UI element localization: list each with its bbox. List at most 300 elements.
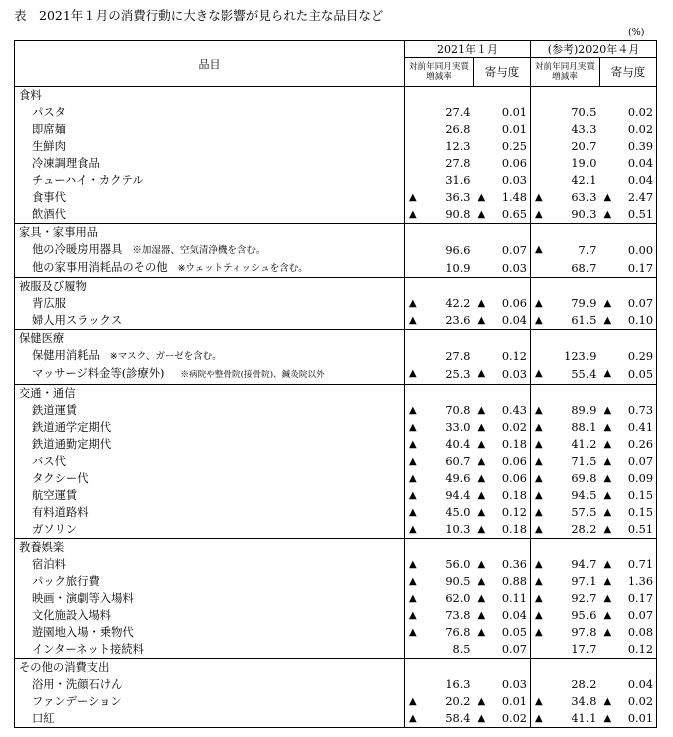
value-cell <box>405 312 474 330</box>
item-label: マッサージ料金等(診療外) <box>32 367 165 380</box>
empty-cell <box>474 278 531 296</box>
negative-triangle-icon: ▲ <box>409 315 417 326</box>
item-label: 浴用・洗顔石けん <box>32 678 123 691</box>
value-text: 88.1 <box>571 421 597 434</box>
empty-cell <box>474 330 531 348</box>
negative-triangle-icon: ▲ <box>535 490 543 501</box>
item-cell <box>15 436 405 453</box>
value-cell <box>474 693 531 710</box>
value-text: 0.07 <box>501 643 527 656</box>
category-cell <box>15 385 405 403</box>
value-text: 0.39 <box>627 140 654 153</box>
value-text: 57.5 <box>571 506 597 519</box>
negative-triangle-icon: ▲ <box>535 610 543 621</box>
empty-cell <box>600 539 657 557</box>
value-cell <box>531 189 600 206</box>
document-title: 表 2021年１月の消費行動に大きな影響が見られた主な品目など <box>14 8 384 23</box>
value-cell <box>474 419 531 436</box>
value-text: 92.7 <box>571 592 597 605</box>
item-label: 遊園地入場・乗物代 <box>32 626 134 639</box>
value-text: 55.4 <box>571 368 597 381</box>
value-cell <box>405 590 474 607</box>
negative-triangle-icon: ▲ <box>535 298 543 309</box>
table-row <box>15 470 657 487</box>
category-cell <box>15 224 405 242</box>
item-cell <box>15 573 405 590</box>
value-text: 69.8 <box>571 472 597 485</box>
value-text: 49.6 <box>445 472 471 485</box>
value-text: 0.11 <box>501 592 527 605</box>
negative-triangle-icon: ▲ <box>535 713 543 724</box>
negative-triangle-icon: ▲ <box>409 209 417 220</box>
value-cell <box>405 241 474 259</box>
value-text: 94.4 <box>445 489 471 502</box>
value-cell <box>600 521 657 539</box>
value-cell <box>531 676 600 693</box>
value-cell <box>600 710 657 728</box>
value-text: 0.18 <box>501 489 527 502</box>
item-cell <box>15 693 405 710</box>
value-cell <box>405 172 474 189</box>
negative-triangle-icon: ▲ <box>535 576 543 587</box>
category-row <box>15 539 657 557</box>
negative-triangle-icon: ▲ <box>477 507 486 518</box>
category-label: 交通・通信 <box>19 387 76 400</box>
category-row <box>15 87 657 105</box>
value-text: 12.3 <box>445 140 471 153</box>
header-period-2020-04: (参考)2020年４月 <box>531 41 657 58</box>
empty-cell <box>531 385 600 403</box>
empty-cell <box>405 278 474 296</box>
item-cell <box>15 172 405 189</box>
category-cell <box>15 278 405 296</box>
value-text: 0.18 <box>501 523 527 536</box>
value-text: 0.05 <box>501 626 527 639</box>
negative-triangle-icon: ▲ <box>535 593 543 604</box>
value-text: 0.10 <box>627 314 654 327</box>
value-text: 71.5 <box>571 455 597 468</box>
value-text: 43.3 <box>571 123 597 136</box>
negative-triangle-icon: ▲ <box>477 439 486 450</box>
value-text: 25.3 <box>445 368 471 381</box>
value-cell <box>600 312 657 330</box>
value-cell <box>531 402 600 419</box>
negative-triangle-icon: ▲ <box>477 298 486 309</box>
value-cell <box>600 693 657 710</box>
item-label: 背広服 <box>32 297 66 310</box>
value-cell <box>531 206 600 224</box>
value-cell <box>474 295 531 312</box>
value-text: 28.2 <box>571 523 597 536</box>
value-text: 89.9 <box>571 404 597 417</box>
value-cell <box>600 121 657 138</box>
value-text: 0.06 <box>501 472 527 485</box>
value-text: 0.15 <box>627 489 654 502</box>
value-cell <box>405 138 474 155</box>
category-label: 保健医療 <box>19 332 65 345</box>
item-cell <box>15 641 405 659</box>
value-text: 34.8 <box>571 695 597 708</box>
item-cell <box>15 556 405 573</box>
value-cell <box>531 521 600 539</box>
value-cell <box>531 710 600 728</box>
negative-triangle-icon: ▲ <box>409 627 417 638</box>
value-cell <box>474 121 531 138</box>
item-label: 即席麺 <box>32 123 66 136</box>
value-cell <box>474 104 531 121</box>
value-cell <box>600 189 657 206</box>
value-text: 70.8 <box>445 404 471 417</box>
value-cell <box>600 487 657 504</box>
value-text: 0.02 <box>501 421 527 434</box>
item-cell <box>15 504 405 521</box>
negative-triangle-icon: ▲ <box>477 473 486 484</box>
item-cell <box>15 312 405 330</box>
value-cell <box>600 347 657 365</box>
table-row <box>15 436 657 453</box>
table-row <box>15 138 657 155</box>
value-cell <box>600 573 657 590</box>
value-text: 0.17 <box>627 592 654 605</box>
value-cell <box>474 436 531 453</box>
negative-triangle-icon: ▲ <box>535 405 543 416</box>
value-cell <box>474 365 531 385</box>
value-cell <box>531 590 600 607</box>
value-cell <box>531 121 600 138</box>
negative-triangle-icon: ▲ <box>477 422 486 433</box>
header-period-2021-01: 2021年１月 <box>405 41 531 58</box>
value-text: 0.26 <box>627 438 654 451</box>
value-text: 45.0 <box>445 506 471 519</box>
negative-triangle-icon: ▲ <box>603 315 612 326</box>
item-cell <box>15 295 405 312</box>
table-row <box>15 206 657 224</box>
value-text: 19.0 <box>571 157 597 170</box>
negative-triangle-icon: ▲ <box>477 524 486 535</box>
negative-triangle-icon: ▲ <box>409 559 417 570</box>
negative-triangle-icon: ▲ <box>477 368 486 379</box>
item-note: ※加湿器、空気清浄機を含む。 <box>132 245 266 256</box>
value-text: 0.12 <box>627 643 654 656</box>
value-text: 0.06 <box>501 157 527 170</box>
value-text: 96.6 <box>445 243 471 257</box>
value-cell <box>405 121 474 138</box>
value-text: 27.8 <box>445 157 471 170</box>
value-text: 41.2 <box>571 438 597 451</box>
value-text: 10.3 <box>445 523 471 536</box>
item-cell <box>15 155 405 172</box>
value-text: 94.7 <box>571 558 597 571</box>
value-cell <box>600 470 657 487</box>
table-row <box>15 189 657 206</box>
value-cell <box>405 556 474 573</box>
negative-triangle-icon: ▲ <box>477 627 486 638</box>
table-row <box>15 259 657 278</box>
value-text: 90.5 <box>445 575 471 588</box>
empty-cell <box>474 539 531 557</box>
value-text: 20.2 <box>445 695 471 708</box>
category-row <box>15 224 657 242</box>
negative-triangle-icon: ▲ <box>603 507 612 518</box>
value-cell <box>531 504 600 521</box>
value-text: 0.04 <box>501 609 527 622</box>
negative-triangle-icon: ▲ <box>409 192 417 203</box>
value-cell <box>474 347 531 365</box>
negative-triangle-icon: ▲ <box>477 610 486 621</box>
value-cell <box>600 104 657 121</box>
item-label: 有料道路料 <box>32 506 89 519</box>
item-cell <box>15 710 405 728</box>
value-text: 0.43 <box>501 404 527 417</box>
value-text: 0.04 <box>627 174 654 187</box>
item-label: チューハイ・カクテル <box>32 174 144 187</box>
value-cell <box>531 241 600 259</box>
table-row <box>15 365 657 385</box>
empty-cell <box>405 330 474 348</box>
header-row-periods <box>15 41 657 58</box>
negative-triangle-icon: ▲ <box>603 439 612 450</box>
value-text: 0.02 <box>627 123 654 136</box>
negative-triangle-icon: ▲ <box>535 422 543 433</box>
value-cell <box>405 402 474 419</box>
header-real-change-a-text: 対前年同月実質増減率 <box>408 62 470 82</box>
table-row <box>15 419 657 436</box>
value-text: 23.6 <box>445 314 471 327</box>
value-cell <box>531 365 600 385</box>
empty-cell <box>474 659 531 677</box>
value-text: 0.07 <box>627 609 654 622</box>
item-label: 保健用消耗品 <box>32 349 100 362</box>
value-text: 0.01 <box>627 712 654 725</box>
empty-cell <box>531 224 600 242</box>
item-cell <box>15 138 405 155</box>
table-row <box>15 693 657 710</box>
value-cell <box>531 693 600 710</box>
category-cell <box>15 659 405 677</box>
category-label: 食料 <box>19 89 42 102</box>
category-label: その他の消費支出 <box>19 661 110 674</box>
value-cell <box>531 624 600 641</box>
value-cell <box>405 436 474 453</box>
negative-triangle-icon: ▲ <box>409 473 417 484</box>
value-text: 0.07 <box>627 455 654 468</box>
empty-cell <box>600 659 657 677</box>
value-text: 16.3 <box>445 678 471 691</box>
value-cell <box>405 295 474 312</box>
table-row <box>15 521 657 539</box>
category-cell <box>15 539 405 557</box>
value-cell <box>600 436 657 453</box>
negative-triangle-icon: ▲ <box>477 315 486 326</box>
value-cell <box>405 693 474 710</box>
value-cell <box>474 504 531 521</box>
item-cell <box>15 676 405 693</box>
value-text: 94.5 <box>571 489 597 502</box>
value-cell <box>405 155 474 172</box>
value-text: 42.2 <box>445 297 471 310</box>
empty-cell <box>474 385 531 403</box>
empty-cell <box>405 224 474 242</box>
value-cell <box>474 453 531 470</box>
value-cell <box>474 470 531 487</box>
value-cell <box>405 676 474 693</box>
value-text: 0.06 <box>501 455 527 468</box>
value-text: 0.05 <box>627 368 654 381</box>
value-text: 0.01 <box>501 695 527 708</box>
empty-cell <box>531 87 600 105</box>
header-real-change-b <box>531 58 600 87</box>
negative-triangle-icon: ▲ <box>535 368 543 379</box>
value-cell <box>405 259 474 278</box>
value-text: 0.01 <box>501 106 527 119</box>
value-cell <box>531 419 600 436</box>
negative-triangle-icon: ▲ <box>535 439 543 450</box>
value-cell <box>600 419 657 436</box>
value-text: 68.7 <box>571 261 597 275</box>
negative-triangle-icon: ▲ <box>603 192 612 203</box>
negative-triangle-icon: ▲ <box>603 490 612 501</box>
item-label: 飲酒代 <box>32 208 66 221</box>
value-cell <box>474 590 531 607</box>
consumption-table <box>14 40 657 728</box>
value-text: 1.48 <box>501 191 527 204</box>
item-cell <box>15 189 405 206</box>
value-text: 0.03 <box>501 174 527 187</box>
table-row <box>15 487 657 504</box>
item-cell <box>15 453 405 470</box>
value-text: 62.0 <box>445 592 471 605</box>
value-text: 27.8 <box>445 349 471 363</box>
negative-triangle-icon: ▲ <box>603 368 612 379</box>
value-cell <box>405 189 474 206</box>
value-cell <box>405 104 474 121</box>
table-row <box>15 710 657 728</box>
header-real-change-a <box>405 58 474 87</box>
empty-cell <box>531 539 600 557</box>
value-text: 0.02 <box>501 712 527 725</box>
empty-cell <box>405 385 474 403</box>
value-text: 0.01 <box>501 123 527 136</box>
value-cell <box>405 521 474 539</box>
value-cell <box>474 172 531 189</box>
value-cell <box>531 556 600 573</box>
item-label: 映画・演劇等入場料 <box>32 592 134 605</box>
item-label: 冷凍調理食品 <box>32 157 100 170</box>
empty-cell <box>531 659 600 677</box>
table-row <box>15 241 657 259</box>
item-label: 鉄道運賃 <box>32 404 78 417</box>
value-cell <box>531 312 600 330</box>
negative-triangle-icon: ▲ <box>477 405 486 416</box>
value-cell <box>474 676 531 693</box>
value-cell <box>474 402 531 419</box>
table-row <box>15 104 657 121</box>
value-text: 58.4 <box>445 712 471 725</box>
table-row <box>15 347 657 365</box>
value-text: 63.3 <box>571 191 597 204</box>
negative-triangle-icon: ▲ <box>409 490 417 501</box>
negative-triangle-icon: ▲ <box>535 696 543 707</box>
value-text: 7.7 <box>578 243 597 257</box>
table-row <box>15 121 657 138</box>
negative-triangle-icon: ▲ <box>603 610 612 621</box>
table-row <box>15 155 657 172</box>
value-text: 0.06 <box>501 297 527 310</box>
item-cell <box>15 347 405 365</box>
value-text: 27.4 <box>445 106 471 119</box>
value-cell <box>600 241 657 259</box>
item-label: タクシー代 <box>32 472 89 485</box>
value-text: 33.0 <box>445 421 471 434</box>
item-label: 他の家事用消耗品のその他 <box>32 261 168 274</box>
value-text: 1.36 <box>627 575 654 588</box>
header-item: 品目 <box>15 41 405 87</box>
value-cell <box>600 504 657 521</box>
value-cell <box>474 241 531 259</box>
negative-triangle-icon: ▲ <box>603 405 612 416</box>
value-text: 97.8 <box>571 626 597 639</box>
table-row <box>15 556 657 573</box>
value-text: 0.09 <box>627 472 654 485</box>
value-text: 56.0 <box>445 558 471 571</box>
negative-triangle-icon: ▲ <box>603 298 612 309</box>
negative-triangle-icon: ▲ <box>477 713 486 724</box>
negative-triangle-icon: ▲ <box>477 490 486 501</box>
item-cell <box>15 590 405 607</box>
value-cell <box>474 189 531 206</box>
item-cell <box>15 241 405 259</box>
empty-cell <box>531 278 600 296</box>
value-cell <box>474 641 531 659</box>
header-contribution-b: 寄与度 <box>600 58 657 87</box>
value-text: 2.47 <box>627 191 654 204</box>
value-cell <box>600 295 657 312</box>
value-text: 90.3 <box>571 208 597 221</box>
value-text: 0.08 <box>627 626 654 639</box>
value-cell <box>474 487 531 504</box>
value-cell <box>531 295 600 312</box>
value-cell <box>474 259 531 278</box>
negative-triangle-icon: ▲ <box>603 456 612 467</box>
item-note: ※ウェットティッシュを含む。 <box>177 263 308 274</box>
negative-triangle-icon: ▲ <box>535 473 543 484</box>
table-row <box>15 607 657 624</box>
value-text: 97.1 <box>571 575 597 588</box>
negative-triangle-icon: ▲ <box>409 456 417 467</box>
table-row <box>15 590 657 607</box>
value-text: 70.5 <box>571 106 597 119</box>
value-cell <box>600 365 657 385</box>
value-cell <box>531 436 600 453</box>
value-text: 0.03 <box>501 261 527 275</box>
value-text: 0.25 <box>501 140 527 153</box>
value-cell <box>405 365 474 385</box>
value-text: 0.15 <box>627 506 654 519</box>
value-text: 0.07 <box>627 297 654 310</box>
negative-triangle-icon: ▲ <box>477 209 486 220</box>
table-row <box>15 504 657 521</box>
item-cell <box>15 521 405 539</box>
item-cell <box>15 365 405 385</box>
value-cell <box>600 676 657 693</box>
value-cell <box>531 155 600 172</box>
value-cell <box>531 347 600 365</box>
negative-triangle-icon: ▲ <box>535 507 543 518</box>
value-text: 79.9 <box>571 297 597 310</box>
category-label: 被服及び履物 <box>19 280 87 293</box>
value-text: 26.8 <box>445 123 471 136</box>
category-row <box>15 659 657 677</box>
